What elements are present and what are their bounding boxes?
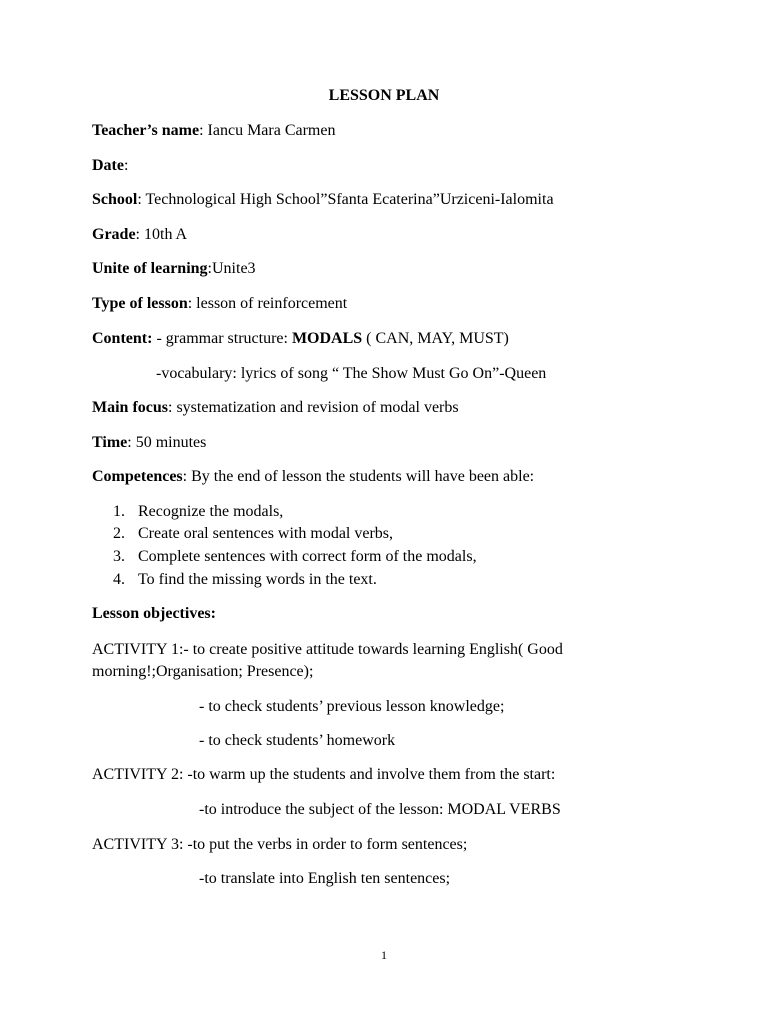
lesson-type-value: : lesson of reinforcement: [187, 295, 348, 312]
list-item: [113, 502, 283, 522]
school-line: [92, 190, 554, 210]
activity-1-line-3: - to check students’ previous lesson knowledge;: [199, 698, 505, 715]
modals-value: ( CAN, MAY, MUST): [362, 330, 509, 347]
list-item-text: Create oral sentences with modal verbs,: [138, 525, 394, 542]
teacher-name-value: : Iancu Mara Carmen: [199, 122, 336, 139]
main-focus-line: [92, 398, 459, 418]
content-line: [92, 329, 509, 349]
competences-label: Competences: [92, 468, 183, 485]
grade-value: : 10th A: [135, 226, 188, 243]
school-label: School: [92, 191, 138, 208]
document-title: LESSON PLAN: [328, 87, 440, 104]
date-value: :: [123, 157, 129, 174]
date-label: Date: [92, 157, 124, 174]
vocabulary-line: -vocabulary: lyrics of song “ The Show Must Go On”-Queen: [156, 365, 547, 382]
activity-1-line-4: - to check students’ homework: [199, 732, 396, 749]
list-item-text: Complete sentences with correct form of the modals,: [138, 548, 477, 565]
teacher-name-line: [92, 121, 335, 141]
unit-line: [92, 259, 256, 279]
grade-line: [92, 225, 187, 245]
list-item-number: 2.: [113, 525, 125, 542]
unit-value: :Unite3: [207, 260, 256, 277]
list-item: [113, 524, 393, 544]
main-focus-value: : systematization and revision of modal verbs: [168, 399, 459, 416]
grade-label: Grade: [92, 226, 136, 243]
activity-1-line-1: ACTIVITY 1:- to create positive attitude towards learning English( Good: [92, 641, 563, 658]
modals-label: MODALS: [291, 330, 363, 347]
objectives-heading: [92, 604, 216, 624]
list-item-text: To find the missing words in the text.: [138, 571, 377, 588]
objectives-label: Lesson objectives:: [92, 605, 216, 622]
lesson-type-line: [92, 294, 347, 314]
activity-1-line-2: morning!;Organisation; Presence);: [92, 663, 314, 680]
teacher-name-label: Teacher’s name: [92, 122, 200, 139]
time-line: [92, 433, 206, 453]
activity-2-line-1: ACTIVITY 2: -to warm up the students and involve them from the start:: [92, 766, 556, 783]
list-item-text: Recognize the modals,: [138, 503, 284, 520]
list-item-number: 1.: [113, 503, 125, 520]
page-number: 1: [381, 948, 387, 962]
competences-line: [92, 467, 534, 487]
activity-2-line-2: -to introduce the subject of the lesson: MODAL VERBS: [199, 801, 561, 818]
lesson-type-label: Type of lesson: [92, 295, 188, 312]
school-value: : Technological High School”Sfanta Ecaterina”Urziceni-Ialomita: [137, 191, 554, 208]
time-value: : 50 minutes: [127, 434, 207, 451]
content-prefix: - grammar structure:: [156, 330, 292, 347]
activity-3-line-2: -to translate into English ten sentences;: [199, 870, 451, 887]
list-item: [113, 547, 477, 567]
list-item-number: 3.: [113, 548, 125, 565]
time-label: Time: [92, 434, 128, 451]
main-focus-label: Main focus: [92, 399, 168, 416]
content-label: Content:: [92, 330, 157, 347]
list-item-number: 4.: [113, 571, 125, 588]
competences-value: : By the end of lesson the students will have been able:: [182, 468, 535, 485]
unit-label: Unite of learning: [92, 260, 208, 277]
activity-3-line-1: ACTIVITY 3: -to put the verbs in order to form sentences;: [92, 836, 468, 853]
list-item: [113, 570, 377, 590]
date-line: [92, 156, 128, 176]
